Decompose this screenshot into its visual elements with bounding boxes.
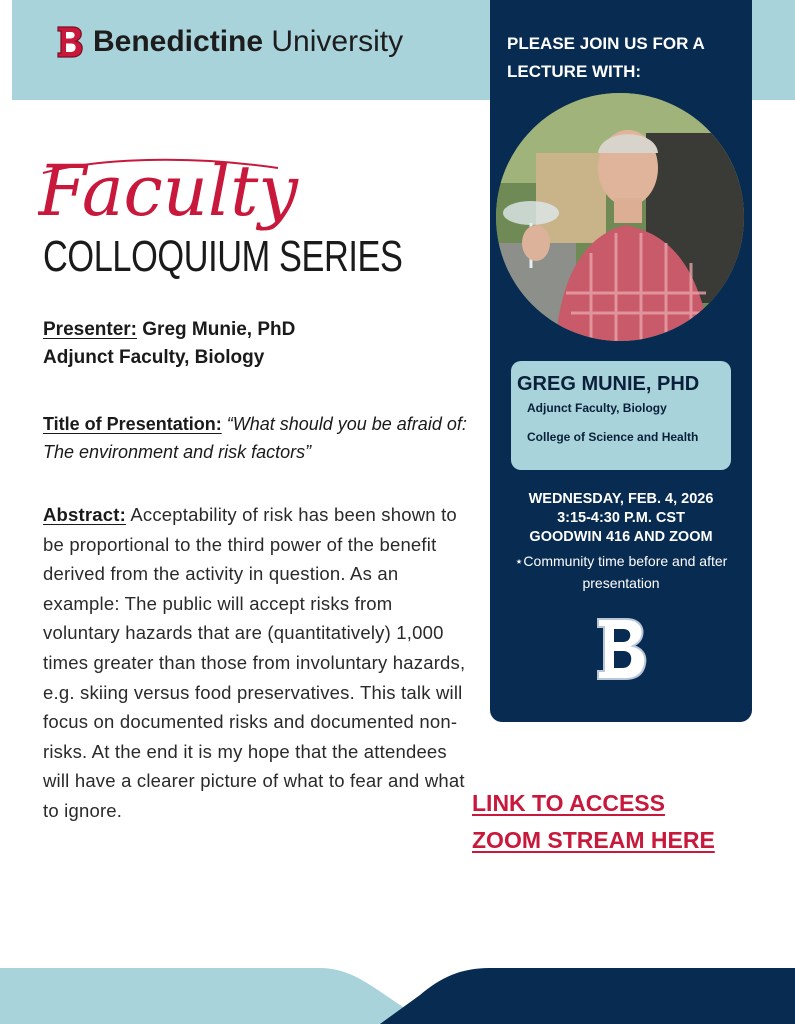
speaker-photo	[496, 93, 744, 341]
event-location: GOODWIN 416 AND ZOOM	[529, 529, 713, 545]
logo-regular-text: University	[271, 25, 404, 58]
zoom-link-line2[interactable]: ZOOM STREAM HERE	[472, 827, 715, 853]
title-label: Title of Presentation:	[43, 414, 222, 434]
speaker-name: GREG MUNIE, PHD	[517, 373, 700, 395]
event-date: WEDNESDAY, FEB. 4, 2026	[528, 491, 714, 507]
presenter-name: Greg Munie, PhD	[137, 319, 296, 340]
presentation-title: “What should you be afraid of: The environment and risk factors”	[43, 414, 467, 462]
zoom-link-line1[interactable]: LINK TO ACCESS	[472, 790, 665, 816]
logo-bold-text: Benedictine	[93, 25, 264, 58]
zoom-stream-link[interactable]	[472, 785, 715, 859]
speaker-card	[511, 361, 731, 470]
invite-heading: PLEASE JOIN US FOR A LECTURE WITH:	[507, 34, 705, 81]
speaker-college: College of Science and Health	[527, 430, 699, 444]
university-name	[93, 25, 403, 59]
community-note: ⋆Community time before and after presentation	[514, 553, 728, 591]
event-time: 3:15-4:30 P.M. CST	[557, 510, 685, 526]
university-logo[interactable]	[55, 20, 403, 64]
faculty-script-title	[38, 143, 328, 238]
series-title: COLLOQUIUM SERIES	[43, 232, 403, 281]
speaker-role: Adjunct Faculty, Biology	[527, 401, 667, 415]
faculty-script-text: Faculty	[38, 150, 298, 232]
presenter-line	[43, 316, 295, 344]
presenter-block	[43, 316, 295, 372]
presenter-label: Presenter:	[43, 319, 137, 340]
event-details	[492, 490, 750, 547]
footer-wave	[0, 960, 795, 1024]
presentation-title-block	[43, 410, 473, 466]
b-emblem-icon	[592, 613, 652, 685]
presenter-role: Adjunct Faculty, Biology	[43, 347, 265, 368]
abstract-text: Acceptability of risk has been shown to be proportional to the third power of the benefit derived from the activity in question. As an example: The public will accept risks from voluntary hazards that are (quantitatively) 1,000 times greater than those from involuntary hazards, e.g. skiing versus food preservatives. This talk will focus on documented risks and documented non-risks. At the end it is my hope that the attendees will have a clearer picture of what to fear and what to ignore.	[43, 504, 466, 821]
b-logo-icon	[55, 24, 85, 60]
speaker-photo-image	[496, 93, 744, 341]
abstract-block	[43, 500, 473, 826]
abstract-label: Abstract:	[43, 504, 127, 525]
